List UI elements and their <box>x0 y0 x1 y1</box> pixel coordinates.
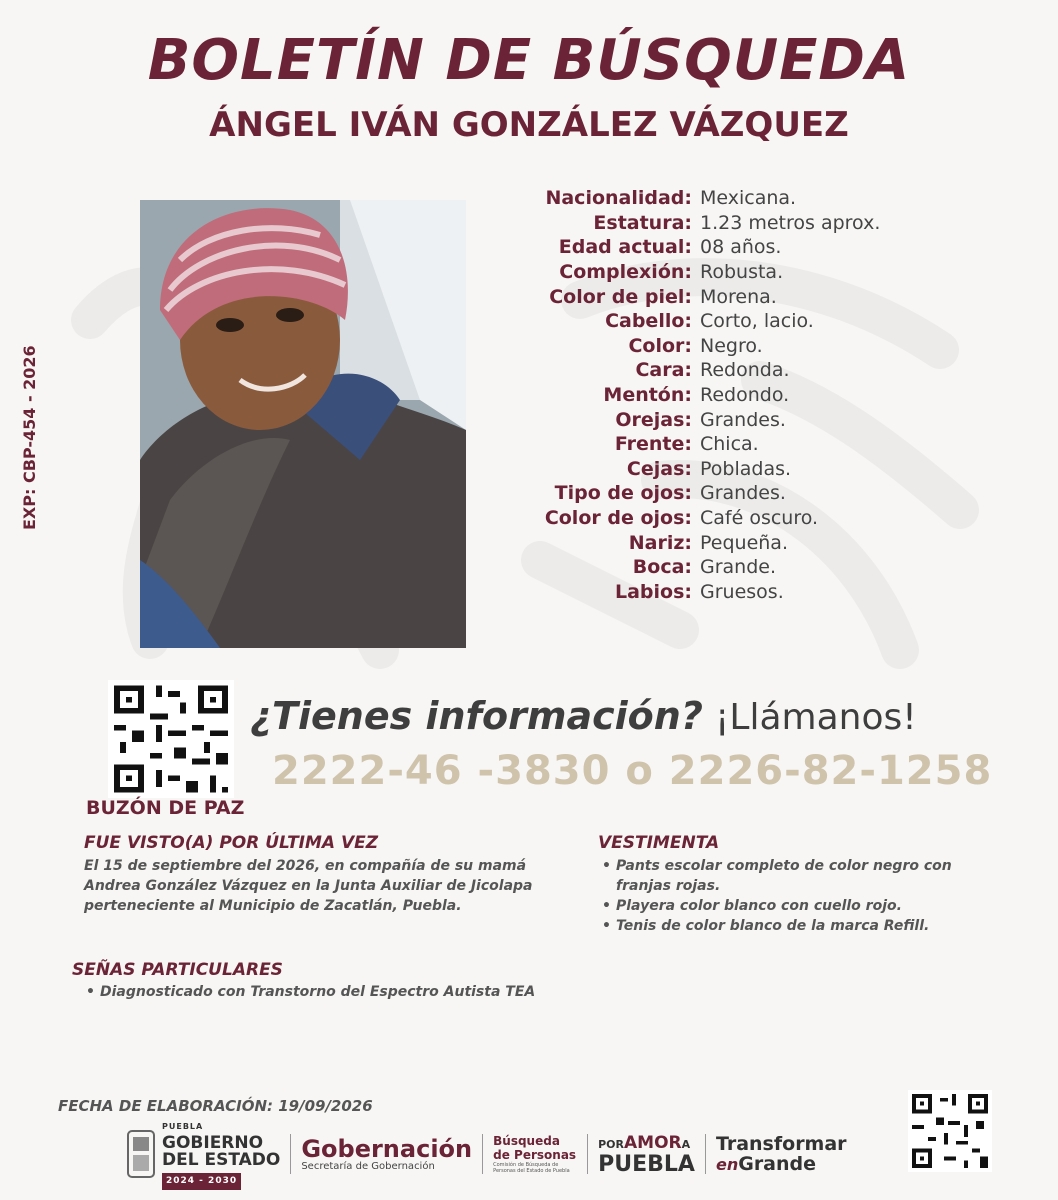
attr-label: Edad actual: <box>558 236 692 259</box>
list-item: • Pants escolar completo de color negro con franjas rojas. <box>600 856 1010 896</box>
attr-row <box>470 555 990 580</box>
qr-code-buzon[interactable] <box>108 680 234 798</box>
attr-label: Color de piel: <box>549 285 692 308</box>
attr-row <box>470 358 990 383</box>
divider <box>705 1134 706 1174</box>
attr-label: Mentón: <box>603 384 692 407</box>
attr-row <box>470 530 990 555</box>
list-item: • Diagnosticado con Transtorno del Espectro Autista TEA <box>84 982 604 1002</box>
attr-label: Cabello: <box>605 310 692 333</box>
attr-label: Orejas: <box>615 408 692 431</box>
qr-code-footer[interactable] <box>908 1090 992 1172</box>
poramor-a: A <box>681 1138 691 1151</box>
attr-label: Nariz: <box>628 531 692 554</box>
logo-gobierno-del-estado <box>126 1118 280 1190</box>
attr-label: Nacionalidad: <box>545 187 692 210</box>
attr-row <box>470 580 990 605</box>
creation-date: FECHA DE ELABORACIÓN: 19/09/2026 <box>58 1097 373 1115</box>
attr-label: Complexión: <box>559 261 692 284</box>
attr-label: Color de ojos: <box>544 507 692 530</box>
divider <box>290 1134 291 1174</box>
attr-label: Labios: <box>614 580 692 603</box>
missing-person-name: ÁNGEL IVÁN GONZÁLEZ VÁZQUEZ <box>209 105 849 145</box>
physical-description <box>470 186 990 604</box>
marks-list <box>84 982 604 1002</box>
logo-busqueda-personas <box>493 1134 577 1174</box>
gobernacion-title: Gobernación <box>301 1134 473 1163</box>
attr-label: Color: <box>628 334 692 357</box>
attr-value: Robusta. <box>700 261 784 284</box>
info-prompt <box>250 694 917 738</box>
missing-person-photo <box>140 200 466 648</box>
attr-label: Cejas: <box>626 457 692 480</box>
divider <box>482 1134 483 1174</box>
attr-value: Gruesos. <box>700 580 784 603</box>
attr-value: 08 años. <box>700 236 782 259</box>
poramor-puebla: PUEBLA <box>598 1152 695 1177</box>
attr-label: Estatura: <box>593 211 692 234</box>
footer-logos <box>126 1122 847 1186</box>
busqueda-subtitle: Comisión de Búsqueda de Personas del Estado de Puebla <box>493 1162 570 1174</box>
logo-transformar-en-grande <box>716 1134 847 1175</box>
clothing-list <box>600 856 1010 936</box>
attr-row <box>470 260 990 285</box>
attr-value: Grandes. <box>700 482 786 505</box>
list-item: • Playera color blanco con cuello rojo. <box>600 896 1010 916</box>
call-prompt: ¡Llámanos! <box>714 697 917 738</box>
attr-row <box>470 334 990 359</box>
attr-value: 1.23 metros aprox. <box>700 211 881 234</box>
attr-label: Frente: <box>614 433 692 456</box>
info-question: ¿Tienes información? <box>250 694 703 738</box>
logo-gobernacion <box>301 1134 473 1172</box>
attr-row <box>470 383 990 408</box>
attr-row <box>470 309 990 334</box>
list-item: • Tenis de color blanco de la marca Refill. <box>600 916 1010 936</box>
transformar-line-1: Transformar <box>715 1132 847 1155</box>
attr-row <box>470 284 990 309</box>
file-number: EXP: CBP-454 - 2026 <box>20 345 39 530</box>
gobernacion-subtitle: Secretaría de Gobernación <box>301 1160 435 1172</box>
logo-years: 2024 - 2030 <box>162 1173 241 1190</box>
poramor-amor: AMOR <box>624 1133 682 1153</box>
logo-state-name: PUEBLA <box>162 1122 204 1131</box>
poramor-por: POR <box>598 1138 625 1151</box>
attr-row <box>470 457 990 482</box>
attr-value: Morena. <box>700 285 777 308</box>
clothing-heading: VESTIMENTA <box>598 833 720 853</box>
attr-row <box>470 506 990 531</box>
qr-label: BUZÓN DE PAZ <box>86 797 245 819</box>
attr-value: Negro. <box>700 334 763 357</box>
attr-value: Grandes. <box>700 408 786 431</box>
attr-value: Grande. <box>700 556 777 579</box>
logo-por-amor-a-puebla <box>598 1133 695 1175</box>
attr-row <box>470 481 990 506</box>
divider <box>587 1134 588 1174</box>
attr-value: Pequeña. <box>700 531 788 554</box>
attr-value: Corto, lacio. <box>700 310 814 333</box>
attr-row <box>470 211 990 236</box>
phone-numbers[interactable]: 2222-46 -3830 o 2226-82-1258 <box>272 748 993 794</box>
marks-heading: SEÑAS PARTICULARES <box>72 960 283 980</box>
busqueda-line-2: de Personas <box>493 1148 577 1162</box>
logo-line-1: GOBIERNO <box>162 1133 264 1153</box>
attr-row <box>470 235 990 260</box>
attr-row <box>470 186 990 211</box>
attr-label: Boca: <box>632 556 692 579</box>
attr-value: Redonda. <box>700 359 790 382</box>
busqueda-line-1: Búsqueda <box>493 1134 560 1148</box>
attr-value: Chica. <box>700 433 759 456</box>
attr-value: Mexicana. <box>700 187 797 210</box>
attr-row <box>470 407 990 432</box>
bulletin-title: BOLETÍN DE BÚSQUEDA <box>147 28 911 93</box>
logo-line-2: DEL ESTADO <box>162 1150 281 1170</box>
transformar-grande: Grande <box>738 1152 817 1175</box>
attr-label: Tipo de ojos: <box>554 482 692 505</box>
attr-value: Pobladas. <box>700 457 792 480</box>
last-seen-text: El 15 de septiembre del 2026, en compañía de su mamá Andrea González Vázquez en la Junta Auxiliar de Jicolapa perteneciente al Municipio de Zacatlán, Puebla. <box>84 858 533 914</box>
attr-value: Café oscuro. <box>700 507 819 530</box>
attr-value: Redondo. <box>700 384 790 407</box>
attr-label: Cara: <box>635 359 692 382</box>
last-seen-heading: FUE VISTO(A) POR ÚLTIMA VEZ <box>84 833 379 853</box>
coat-of-arms-icon <box>126 1129 156 1179</box>
transformar-en: en <box>715 1154 739 1174</box>
attr-row <box>470 432 990 457</box>
